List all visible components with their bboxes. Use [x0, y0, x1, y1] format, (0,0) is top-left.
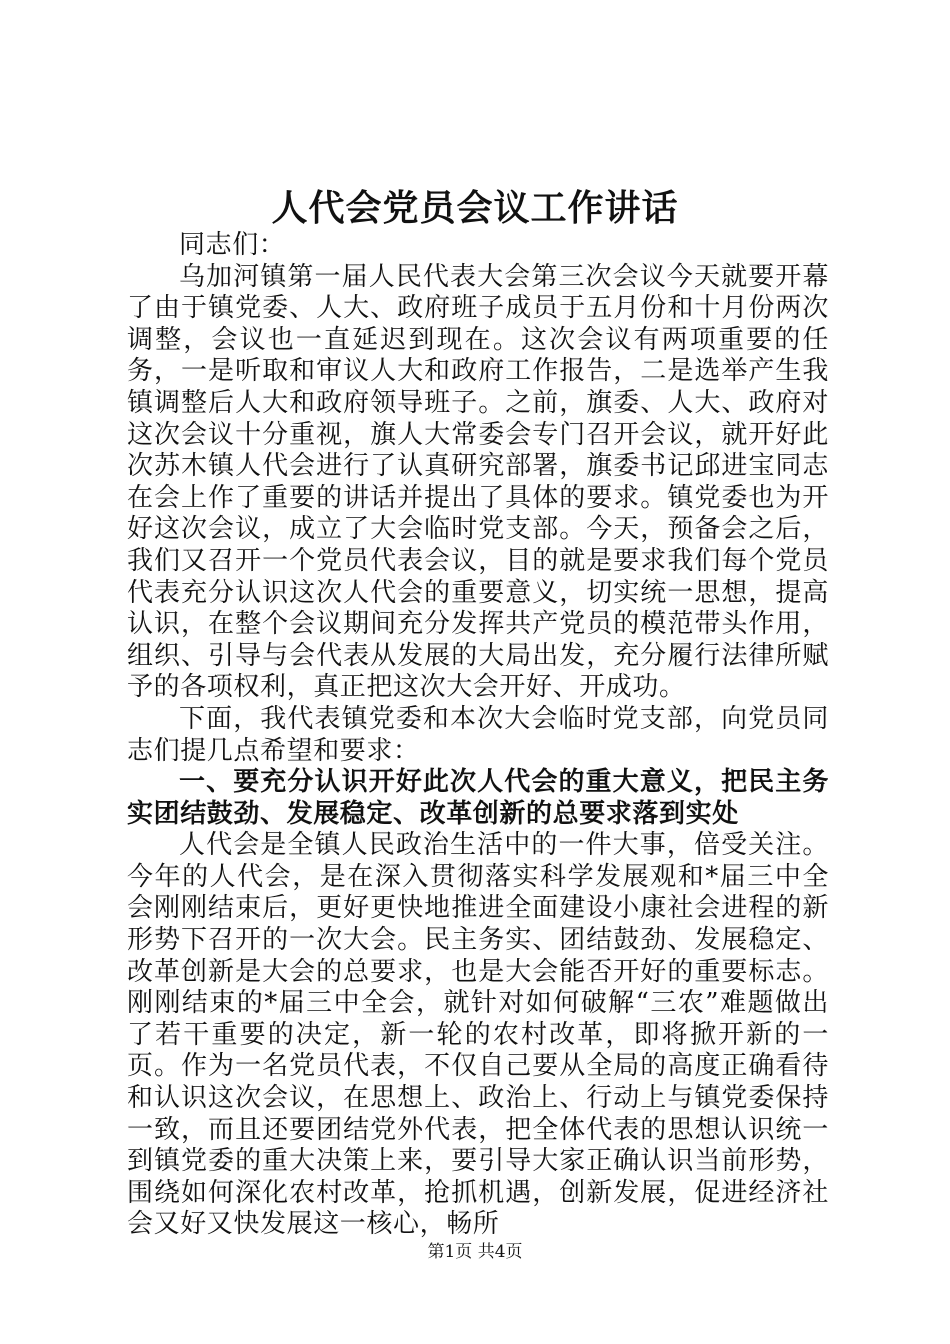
- body-paragraph: 下面，我代表镇党委和本次大会临时党支部，向党员同志们提几点希望和要求：: [127, 703, 829, 766]
- section-heading: 一、要充分认识开好此次人代会的重大意义，把民主务实团结鼓劲、发展稳定、改革创新的总要求落到实处: [127, 767, 829, 829]
- document-title: 人代会党员会议工作讲话: [271, 187, 679, 229]
- body-paragraph: 人代会是全镇人民政治生活中的一件大事，倍受关注。今年的人代会，是在深入贯彻落实科学发展观和*届三中全会刚刚结束后，更好更快地推进全面建设小康社会进程的新形势下召开的一次大会。民主务实、团结鼓劲、发展稳定、改革创新是大会的总要求，也是大会能否开好的重要标志。刚刚结束的*届三中全会，就针对如何破解“三农”难题做出了若干重要的决定，新一轮的农村改革，即将掀开新的一页。作为一名党员代表，不仅自己要从全局的高度正确看待和认识这次会议，在思想上、政治上、行动上与镇党委保持一致，而且还要团结党外代表，把全体代表的思想认识统一到镇党委的重大决策上来，要引导大家正确认识当前形势，围绕如何深化农村改革，抢抓机遇，创新发展，促进经济社会又好又快发展这一核心，畅所: [127, 830, 829, 1240]
- page-footer: 第1页 共4页: [427, 1242, 523, 1262]
- body-paragraph: 乌加河镇第一届人民代表大会第三次会议今天就要开幕了由于镇党委、人大、政府班子成员于五月份和十月份两次调整，会议也一直延迟到现在。这次会议有两项重要的任务，一是听取和审议人大和政府工作报告，二是选举产生我镇调整后人大和政府领导班子。之前，旗委、人大、政府对这次会议十分重视，旗人大常委会专门召开会议，就开好此次苏木镇人代会进行了认真研究部署，旗委书记邱进宝同志在会上作了重要的讲话并提出了具体的要求。镇党委也为开好这次会议，成立了大会临时党支部。今天，预备会之后，我们又召开一个党员代表会议，目的就是要求我们每个党员代表充分认识这次人代会的重要意义，切实统一思想，提高认识，在整个会议期间充分发挥共产党员的模范带头作用，组织、引导与会代表从发展的大局出发，充分履行法律所赋予的各项权利，真正把这次大会开好、开成功。: [127, 261, 829, 703]
- salutation: 同志们：: [179, 230, 286, 260]
- document-body: [127, 230, 829, 1241]
